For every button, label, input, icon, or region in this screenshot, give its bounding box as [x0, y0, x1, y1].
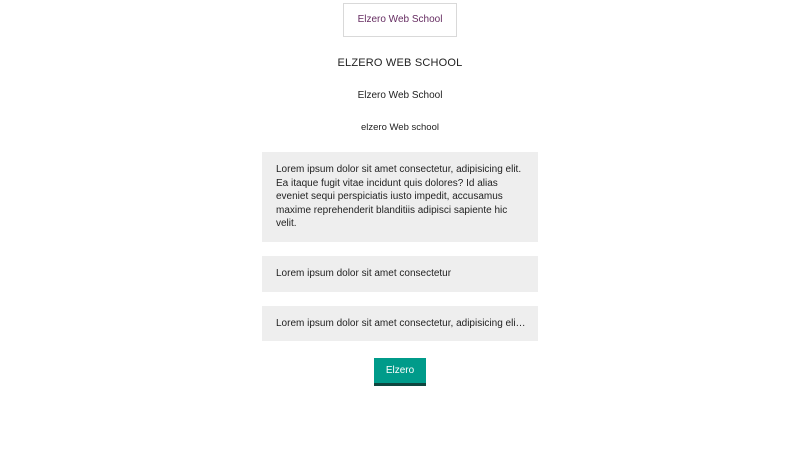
- heading-uppercase: ELZERO WEB SCHOOL: [337, 57, 463, 69]
- logo-box: Elzero Web School: [343, 3, 458, 37]
- heading-mixedcase: elzero Web school: [361, 122, 439, 133]
- paragraph-truncated: Lorem ipsum dolor sit amet consectetur, adipisicing eli…: [262, 306, 538, 342]
- paragraph-short: Lorem ipsum dolor sit amet consectetur: [262, 256, 538, 292]
- elzero-button[interactable]: Elzero: [374, 358, 426, 386]
- paragraph-long: Lorem ipsum dolor sit amet consectetur, adipisicing elit. Ea itaque fugit vitae incidunt quis dolores? Id alias eveniet sequi perspiciatis iusto impedit, accusamus maxime reprehenderit blanditiis adipisci sapiente hic velit.: [262, 152, 538, 242]
- heading-capitalized: Elzero Web School: [357, 90, 443, 101]
- content-section: [262, 152, 538, 341]
